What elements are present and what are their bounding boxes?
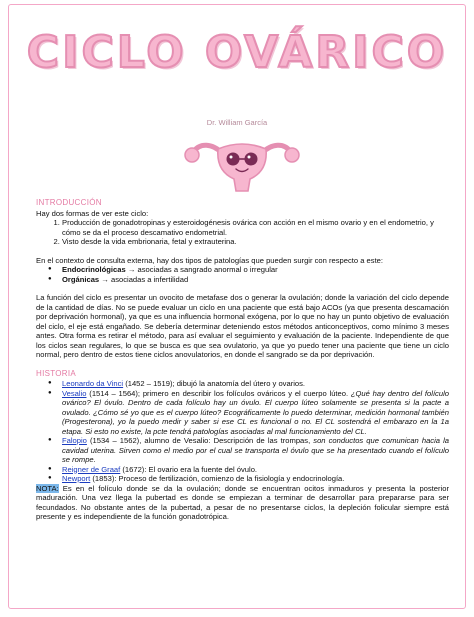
- cycle-function-paragraph: La función del ciclo es presentar un ovocito de metafase dos o generar la ovulación; donde la variación del ciclo depende de la cantidad de días. No se puede evaluar un ciclo en una paciente que está bajo ACOs (ya que presenta descamación por deprivación hormonal), ya que es una influencia hormonal exógena, por lo que no hay un punto objetivo de evaluación del ciclo, el eje está engañado. Se debería determinar deteniendo estos métodos anticonceptivos, como mínimo 3 meses antes. Otra forma es retirar el método, para así evaluar el seguimiento y evaluación de la paciente. Independiente de que los ciclos sean regulares, lo que se busca es que sea ovulatorio, ya que yo puedo tener una paciente que tiene un ciclo normal, pero dentro de estos tiene ciclos anovulatorios, en donde el sangrado se da por deprivación.: [36, 293, 449, 359]
- person-link[interactable]: Reigner de Graaf: [62, 464, 121, 474]
- person-link[interactable]: Newport: [62, 474, 91, 483]
- list-item: [62, 474, 449, 484]
- item-text: (1514 – 1564); primero en describir los folículos ováricos y el cuerpo lúteo.: [86, 388, 351, 398]
- consult-paragraph: En el contexto de consulta externa, hay dos tipos de patologías que pueden surgir con respecto a este:: [36, 255, 384, 265]
- uterus-illustration: [182, 131, 302, 197]
- person-link[interactable]: Falopio: [62, 436, 87, 445]
- person-link[interactable]: Leonardo da Vinci: [62, 379, 124, 388]
- intro-lead: Hay dos formas de ver este ciclo:: [36, 208, 149, 218]
- document-page: [8, 4, 466, 609]
- pathology-list: [36, 265, 449, 284]
- list-item: 2. Visto desde la vida embrionaria, fetal y extrauterina.: [62, 237, 449, 247]
- list-item: 1. Producción de gonadotropinas y esteroidogénesis ovárica con acción en el mismo ovario y en el endometrio, y cómo se da el proceso descamativo endometrial.: [62, 218, 449, 237]
- intro-numbered-list: [36, 218, 449, 247]
- item-italic-text: son conductos que comunican hacia la cavidad uterina. Sirven como el medio por el cual se transporta el óvulo que se ha presentado cuando el folículo se rompe.: [62, 436, 449, 464]
- bullet-text: → asociadas a sangrado anormal o irregular: [125, 265, 278, 274]
- list-item: [62, 275, 449, 285]
- item-text: (1452 – 1519); dibujó la anatomía del útero y ovarios.: [123, 379, 306, 388]
- list-item: [62, 465, 449, 475]
- document-body: [36, 198, 449, 522]
- item-text: (1853): Proceso de fertilización, comienzo de la fisiología y endocrinología.: [90, 474, 345, 483]
- list-item: [62, 379, 449, 389]
- bullet-text: → asociadas a infertilidad: [99, 274, 189, 284]
- author-name: Dr. William García: [206, 118, 268, 127]
- note-label: NOTA:: [36, 483, 59, 493]
- bullet-bold: Endocrinológicas: [62, 265, 126, 274]
- person-link[interactable]: Vesalio: [62, 388, 87, 398]
- note-text: Es en el folículo donde se da la ovulación; donde se encuentran ocitos inmaduros y presenta la posterior maduración. Una vez llega la pubertad es donde se empiezan a terminar de desarrollar para prepararse para ser fecundados. No obstante antes de la pubertad, a pesar de no presentarse ciclos, la depleción folicular siempre está presente y es independiente de la función gonadotrópica.: [36, 483, 449, 521]
- bullet-bold: Orgánicas: [62, 274, 100, 284]
- list-item: [62, 265, 449, 275]
- item-italic-text: ¿Qué hay dentro del folículo ovárico? El óvulo. Dentro de cada folículo hay un óvulo. El cuerpo lúteo solamente se presenta si la pacte a ovulado. ¿Cómo sé yo que es el cuerpo lúteo? Ecográficamente lo puedo determinar, medición hormonal también (Progesterona), yo la puedo medir y saber si ese CL es funcional o no. El CL sostendrá el embarazo en la 1a etapa. Si esto no existe, la pcte tendrá patologías asociadas al mal funcionamiento del CL.: [62, 388, 449, 436]
- document-title: CICLO OVÁRICO: [26, 27, 448, 78]
- note-paragraph: [36, 484, 449, 522]
- list-item: [62, 389, 449, 437]
- item-text: (1534 – 1562), alumno de Vesalio: Descripción de las trompas,: [86, 436, 314, 445]
- section-heading-introduccion: INTRODUCCIÓN: [36, 198, 102, 207]
- history-list: [36, 379, 449, 484]
- list-item: [62, 436, 449, 465]
- section-heading-historia: HISTORIA: [36, 368, 77, 378]
- item-text: (1672): El ovario era la fuente del óvulo.: [120, 464, 258, 474]
